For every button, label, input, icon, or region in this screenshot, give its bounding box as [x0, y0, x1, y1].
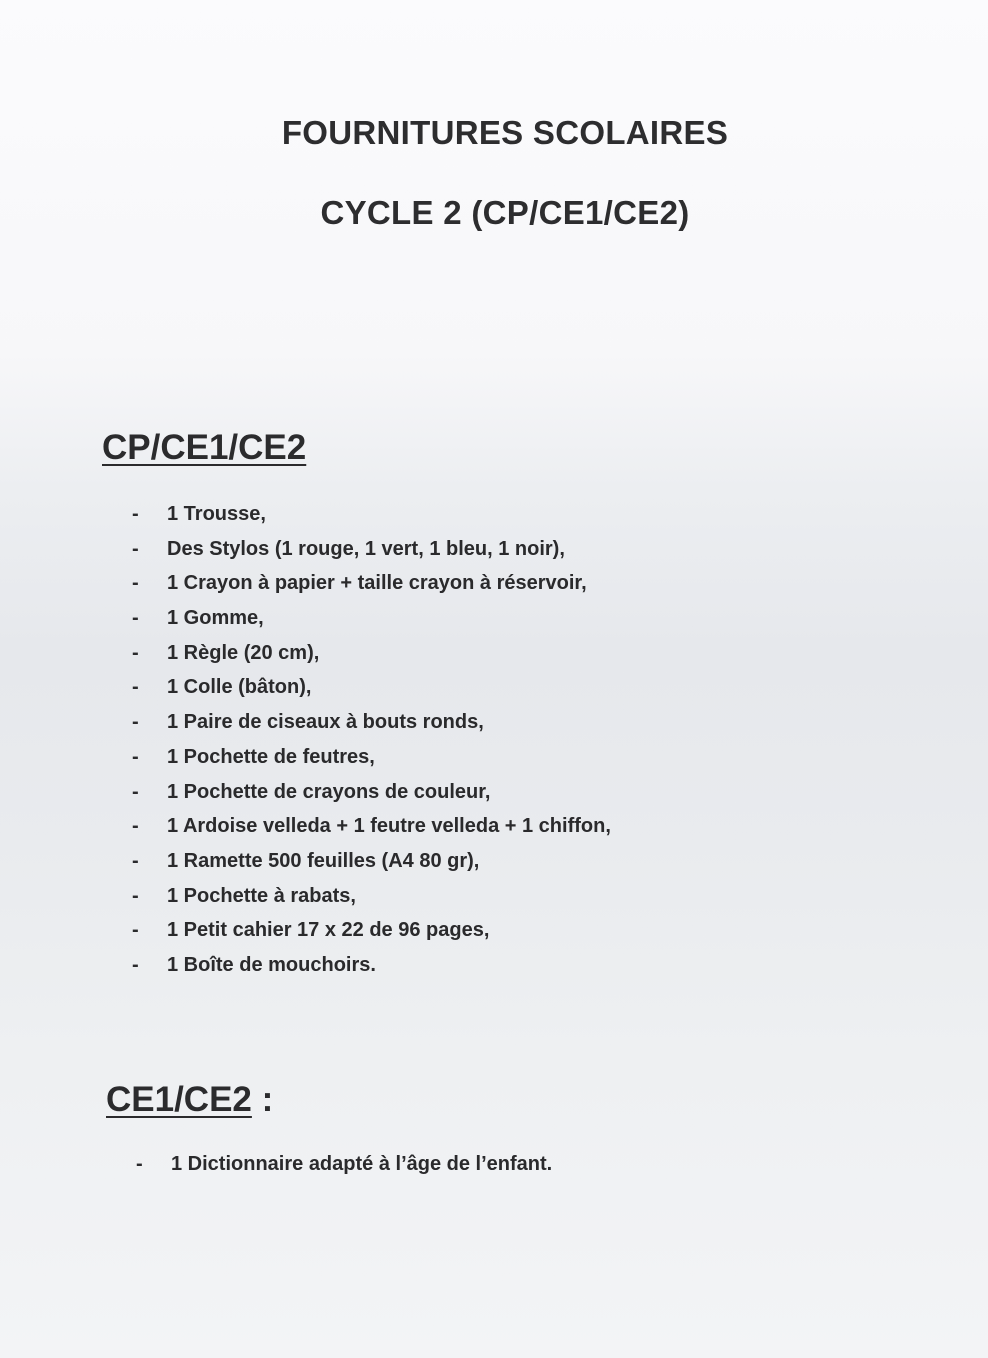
bullet-dash: - — [132, 641, 139, 664]
bullet-dash: - — [132, 919, 139, 942]
list-item-text: 1 Crayon à papier + taille crayon à réservoir, — [167, 572, 587, 595]
section-heading-cp-ce1-ce2 — [102, 428, 306, 468]
supply-list-ce1-ce2 — [136, 1150, 552, 1185]
list-item-text: 1 Colle (bâton), — [167, 676, 312, 699]
list-item-text: 1 Boîte de mouchoirs. — [167, 953, 376, 976]
list-item-text: Des Stylos (1 rouge, 1 vert, 1 bleu, 1 noir), — [167, 537, 565, 560]
bullet-dash: - — [132, 711, 139, 734]
list-item-text: 1 Pochette de feutres, — [167, 745, 375, 768]
list-item-text: 1 Gomme, — [167, 607, 264, 630]
list-item-text: 1 Ardoise velleda + 1 feutre velleda + 1 chiffon, — [167, 815, 611, 838]
list-item — [132, 812, 611, 847]
bullet-dash: - — [132, 953, 139, 976]
list-item — [132, 604, 611, 639]
list-item-text: 1 Dictionnaire adapté à l’âge de l’enfant. — [171, 1153, 553, 1175]
section-heading-ce1-ce2 — [106, 1080, 273, 1120]
supply-list-cp-ce1-ce2 — [132, 500, 611, 986]
list-item-text: 1 Pochette de crayons de couleur, — [167, 780, 491, 803]
bullet-dash: - — [132, 745, 139, 768]
list-item — [132, 951, 611, 986]
list-item — [132, 569, 611, 604]
list-item — [132, 916, 611, 951]
list-item-text: 1 Pochette à rabats, — [167, 884, 356, 907]
list-item-text: 1 Paire de ciseaux à bouts ronds, — [167, 711, 484, 734]
list-item — [132, 535, 611, 570]
bullet-dash: - — [132, 849, 139, 872]
bullet-dash: - — [132, 572, 139, 595]
bullet-dash: - — [132, 815, 139, 838]
list-item-text: 1 Petit cahier 17 x 22 de 96 pages, — [167, 919, 490, 942]
bullet-dash: - — [132, 676, 139, 699]
list-item — [132, 778, 611, 813]
list-item-text: 1 Trousse, — [167, 503, 266, 525]
section-heading-text: CP/CE1/CE2 — [102, 428, 307, 467]
list-item — [132, 500, 611, 535]
document-subtitle: CYCLE 2 (CP/CE1/CE2) — [320, 194, 690, 231]
list-item — [132, 882, 611, 917]
bullet-dash: - — [132, 537, 139, 560]
bullet-dash: - — [136, 1153, 143, 1175]
document-title: FOURNITURES SCOLAIRES — [281, 114, 729, 151]
section-heading-text: CE1/CE2 — [106, 1080, 252, 1119]
bullet-dash: - — [132, 780, 139, 803]
list-item — [132, 743, 611, 778]
bullet-dash: - — [132, 503, 139, 525]
list-item — [132, 847, 611, 882]
list-item-text: 1 Règle (20 cm), — [167, 641, 320, 664]
list-item-text: 1 Ramette 500 feuilles (A4 80 gr), — [167, 849, 480, 872]
list-item — [136, 1150, 552, 1185]
list-item — [132, 708, 611, 743]
section-heading-suffix: : — [251, 1080, 274, 1119]
list-item — [132, 673, 611, 708]
bullet-dash: - — [132, 884, 139, 907]
bullet-dash: - — [132, 607, 139, 630]
list-item — [132, 639, 611, 674]
